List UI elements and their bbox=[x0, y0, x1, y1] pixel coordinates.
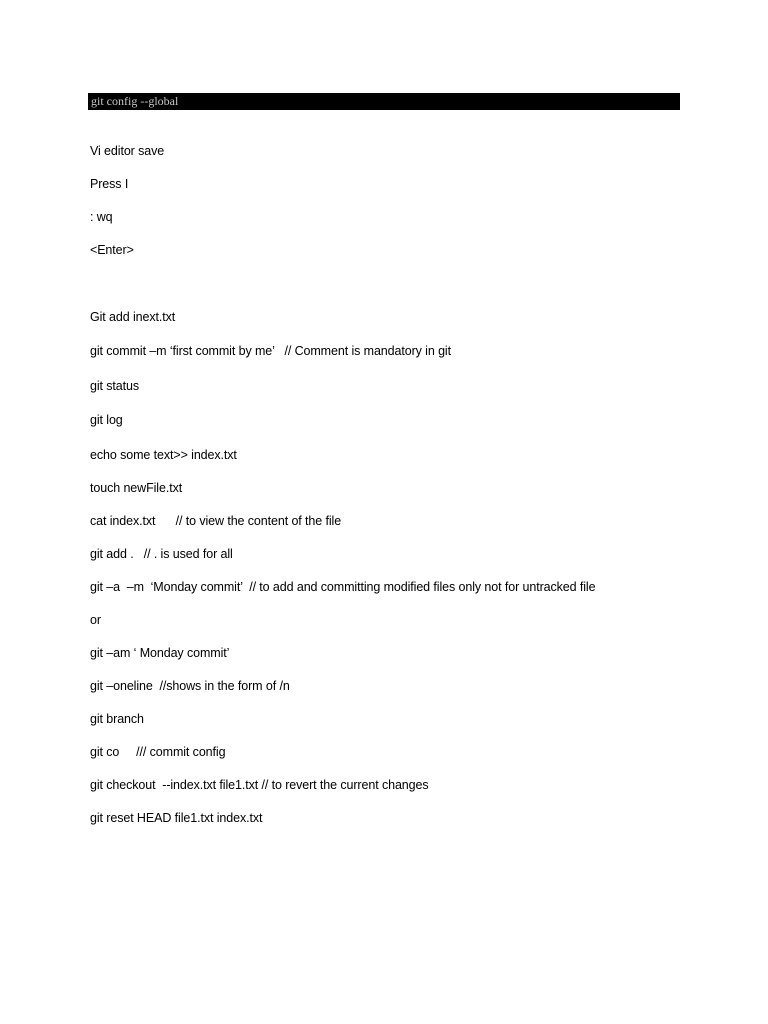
text-line: git commit –m ‘first commit by me’ // Comment is mandatory in git bbox=[90, 344, 451, 358]
text-line: git co /// commit config bbox=[90, 745, 226, 759]
highlighted-header-bar bbox=[88, 93, 680, 110]
text-line: or bbox=[90, 613, 101, 627]
text-line: : wq bbox=[90, 210, 113, 224]
text-line: echo some text>> index.txt bbox=[90, 448, 237, 462]
text-line: git status bbox=[90, 379, 140, 393]
text-line: Press I bbox=[90, 177, 129, 191]
text-line: git reset HEAD file1.txt index.txt bbox=[90, 811, 263, 825]
text-line: git branch bbox=[90, 712, 144, 726]
text-line: <Enter> bbox=[90, 243, 134, 257]
text-line: git log bbox=[90, 413, 123, 427]
text-line: git –am ‘ Monday commit’ bbox=[90, 646, 230, 660]
text-line: git checkout --index.txt file1.txt // to revert the current changes bbox=[90, 778, 429, 792]
text-line: git –oneline //shows in the form of /n bbox=[90, 679, 290, 693]
text-line: Git add inext.txt bbox=[90, 310, 176, 324]
header-command-text: git config --global bbox=[91, 94, 179, 108]
text-line: git –a –m ‘Monday commit’ // to add and committing modified files only not for untracked file bbox=[90, 580, 596, 594]
text-line: Vi editor save bbox=[90, 144, 165, 158]
text-line: git add . // . is used for all bbox=[90, 547, 233, 561]
text-line: touch newFile.txt bbox=[90, 481, 183, 495]
text-line: cat index.txt // to view the content of the file bbox=[90, 514, 342, 528]
